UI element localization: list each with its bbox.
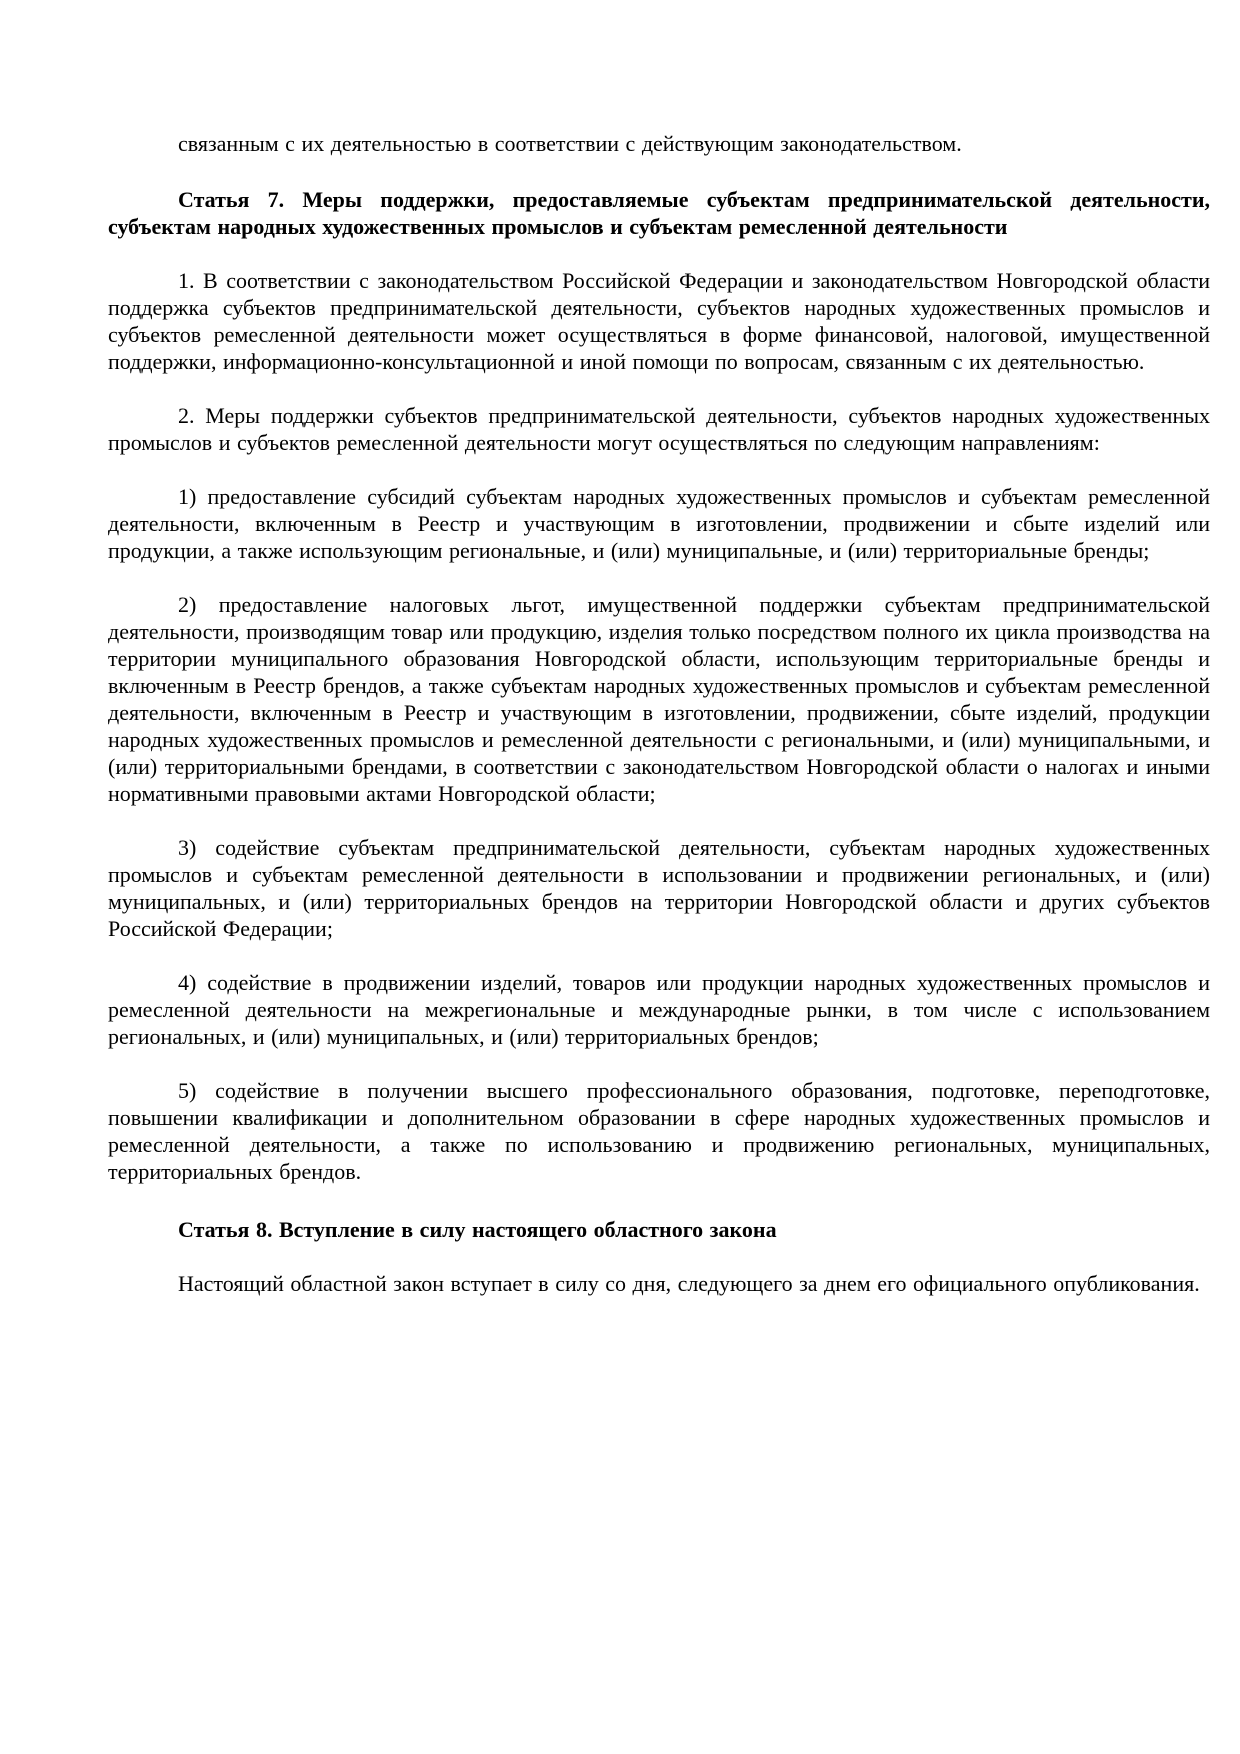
article-7-item-5: 5) содействие в получении высшего профессионального образования, подготовке, переподготовке, повышении квалификации и дополнительном образовании в сфере народных художественных промыслов и ремесленной деятельности, а также по использованию и продвижению региональных, муниципальных, территориальных брендов. bbox=[108, 1078, 1210, 1184]
article-7-item-2: 2) предоставление налоговых льгот, имущественной поддержки субъектам предпринимательской деятельности, производящим товар или продукцию, изделия только посредством полного их цикла производства на территории муниципального образования Новгородской области, использующим территориальные бренды и включенным в Реестр брендов, а также субъектам народных художественных промыслов и субъектам ремесленной деятельности, включенным в Реестр и участвующим в изготовлении, продвижении, сбыте изделий, продукции народных художественных промыслов и ремесленной деятельности с региональными, и (или) муниципальными, и (или) территориальными брендами, в соответствии с законодательством Новгородской области о налогах и иными нормативными правовыми актами Новгородской области; bbox=[108, 592, 1210, 806]
article-7-paragraph-2: 2. Меры поддержки субъектов предпринимательской деятельности, субъектов народных художественных промыслов и субъектов ремесленной деятельности могут осуществляться по следующим направлениям: bbox=[108, 403, 1210, 455]
article-7-item-4: 4) содействие в продвижении изделий, товаров или продукции народных художественных промыслов и ремесленной деятельности на межрегиональные и международные рынки, в том числе с использованием региональных, и (или) муниципальных, и (или) территориальных брендов; bbox=[108, 970, 1210, 1049]
intro-paragraph: связанным с их деятельностью в соответствии с действующим законодательством. bbox=[178, 131, 962, 156]
article-7-item-3: 3) содействие субъектам предпринимательской деятельности, субъектам народных художественных промыслов и субъектам ремесленной деятельности в использовании и продвижении региональных, и (или) муниципальных, и (или) территориальных брендов на территории Новгородской области и других субъектов Российской Федерации; bbox=[108, 835, 1210, 941]
article-7-heading: Статья 7. Меры поддержки, предоставляемые субъектам предпринимательской деятельности, субъектам народных художественных промыслов и субъектам ремесленной деятельности bbox=[108, 187, 1210, 239]
article-7-item-1: 1) предоставление субсидий субъектам народных художественных промыслов и субъектам ремесленной деятельности, включенным в Реестр и участвующим в изготовлении, продвижении и сбыте изделий или продукции, а также использующим региональные, и (или) муниципальные, и (или) территориальные бренды; bbox=[108, 484, 1210, 563]
article-7-paragraph-1: 1. В соответствии с законодательством Российской Федерации и законодательством Новгородской области поддержка субъектов предпринимательской деятельности, субъектов народных художественных промыслов и субъектов ремесленной деятельности может осуществляться в форме финансовой, налоговой, имущественной поддержки, информационно-консультационной и иной помощи по вопросам, связанным с их деятельностью. bbox=[108, 268, 1210, 374]
article-8-paragraph: Настоящий областной закон вступает в силу со дня, следующего за днем его официального опубликования. bbox=[178, 1271, 1200, 1296]
article-8-heading: Статья 8. Вступление в силу настоящего областного закона bbox=[178, 1217, 777, 1242]
